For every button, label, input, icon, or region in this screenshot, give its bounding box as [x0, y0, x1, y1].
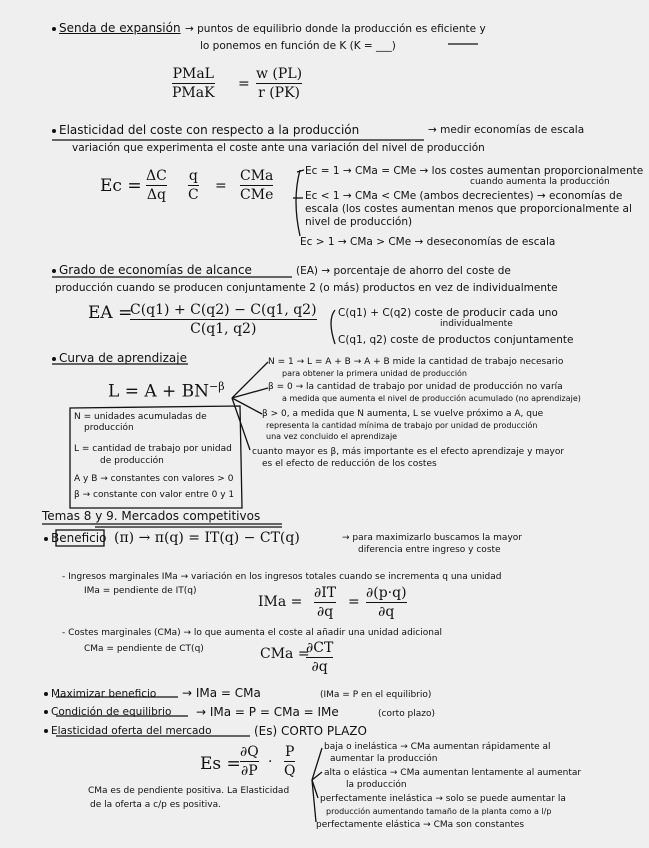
box-line-2: producción: [84, 423, 134, 433]
es-dot: ·: [268, 754, 273, 770]
es-case-4: perfectamente elástica → CMa son constantes: [316, 820, 525, 830]
aprend-case-3a: β > 0, a medida que N aumenta, L se vuelve próximo a A, que: [262, 409, 544, 419]
alcance-sub: producción cuando se producen conjuntamente 2 (o más) productos en vez de individualmente: [55, 282, 558, 294]
maximizar-label: Maximizar beneficio: [44, 688, 156, 700]
es-left-note-1: CMa es de pendiente positiva. La Elasticidad: [88, 786, 290, 796]
box-line-1: N = unidades acumuladas de: [74, 412, 207, 422]
aprend-case-4a: cuanto mayor es β, más importante es el efecto aprendizaje y mayor: [252, 447, 565, 457]
senda-text-2: lo ponemos en función de K (K = ___): [200, 40, 396, 52]
ea-label: EA =: [88, 303, 133, 323]
box-line-6: β → constante con valor entre 0 y 1: [74, 490, 235, 500]
condicion-note: (corto plazo): [378, 709, 436, 719]
ec-case-2a: Ec < 1 → CMa < CMe (ambos decrecientes) → economías de: [305, 190, 623, 202]
cma-frac: ∂CT ∂q: [306, 640, 334, 675]
es-case-2a: alta o elástica → CMa aumentan lentamente al aumentar: [324, 768, 582, 778]
ec-frac-1: ΔC Δq: [146, 168, 167, 203]
es-label: Es =: [200, 754, 241, 774]
senda-fraction-left: PMaL PMaK: [172, 66, 215, 101]
ima-frac-2: ∂(p·q) ∂q: [366, 585, 407, 620]
ima-def-1: - Ingresos marginales IMa → variación en los ingresos totales cuando se incrementa q una unidad: [62, 572, 502, 582]
ec-case-3: Ec > 1 → CMa > CMe → deseconomías de escala: [300, 236, 556, 248]
maximizar-note: (IMa = P en el equilibrio): [320, 690, 432, 700]
ec-case-1b: cuando aumenta la producción: [470, 177, 610, 187]
es-case-1b: aumentar la producción: [330, 754, 438, 764]
ea-right-2: C(q1, q2) coste de productos conjuntamente: [338, 334, 574, 346]
box-line-4: de producción: [100, 456, 164, 466]
ec-case-2b: escala (los costes aumentan menos que proporcionalmente al: [305, 203, 632, 215]
aprendizaje-title: Curva de aprendizaje: [52, 352, 187, 364]
ea-fraction: C(q1) + C(q2) − C(q1, q2) C(q1, q2): [130, 302, 317, 337]
ec-case-2c: nivel de producción): [305, 216, 413, 228]
es-case-3a: perfectamente inelástica → solo se puede aumentar la: [320, 794, 566, 804]
ea-right-1a: C(q1) + C(q2) coste de producir cada uno: [338, 307, 558, 319]
aprend-case-2b: a medida que aumenta el nivel de producción acumulado (no aprendizaje): [282, 394, 581, 403]
beneficio-note-2: diferencia entre ingreso y coste: [358, 545, 501, 555]
ec-frac-2: q C: [188, 168, 199, 203]
aprend-case-2a: β = 0 → la cantidad de trabajo por unidad de producción no varía: [268, 382, 563, 392]
es-frac-1: ∂Q ∂P: [240, 744, 259, 779]
aprend-case-1b: para obtener la primera unidad de producción: [282, 369, 468, 378]
es-case-2b: la producción: [346, 780, 407, 790]
es-left-note-2: de la oferta a c/p es positiva.: [90, 800, 221, 810]
senda-equals: =: [238, 76, 250, 92]
elasticidad-after: → medir economías de escala: [428, 124, 585, 136]
aprend-case-1a: N = 1 → L = A + B → A + B mide la cantidad de trabajo necesario: [268, 357, 564, 367]
maximizar-formula: → IMa = CMa: [182, 686, 261, 700]
beneficio-note-1: → para maximizarlo buscamos la mayor: [342, 533, 522, 543]
ec-frac-3: CMa CMe: [240, 168, 274, 203]
cma-def-2: CMa = pendiente de CT(q): [84, 644, 204, 654]
senda-title: Senda de expansión: [52, 22, 181, 34]
ima-equals: =: [348, 594, 360, 610]
aprend-case-4b: es el efecto de reducción de los costes: [262, 459, 437, 469]
ec-label: Ec =: [100, 176, 142, 196]
aprend-case-3c: una vez concluido el aprendizaje: [266, 432, 398, 441]
alcance-after: (EA) → porcentaje de ahorro del coste de: [296, 265, 511, 277]
condicion-label: Condición de equilibrio: [44, 706, 171, 718]
ima-frac-1: ∂IT ∂q: [314, 585, 337, 620]
ima-def-2: IMa = pendiente de IT(q): [84, 586, 197, 596]
condicion-formula: → IMa = P = CMa = IMe: [196, 705, 339, 719]
elasticidad-oferta-label: Elasticidad oferta del mercado: [44, 725, 212, 737]
es-frac-2: P Q: [284, 744, 296, 779]
elasticidad-oferta-formula: (Es) CORTO PLAZO: [254, 724, 367, 738]
alcance-title: Grado de economías de alcance: [52, 264, 252, 276]
ea-right-1b: individualmente: [440, 319, 513, 329]
aprendizaje-formula: $L = A + BN^{-\beta}$: [108, 380, 225, 402]
cma-def-1: - Costes marginales (CMa) → lo que aumenta el coste al añadir una unidad adicional: [62, 628, 442, 638]
ec-case-1a: Ec = 1 → CMa = CMe → los costes aumentan proporcionalmente: [305, 165, 644, 177]
beneficio-formula: (π) → π(q) = IT(q) − CT(q): [114, 530, 300, 546]
ima-label: IMa =: [258, 594, 303, 610]
beneficio-label: Beneficio: [44, 532, 106, 544]
elasticidad-sub: variación que experimenta el coste ante una variación del nivel de producción: [72, 142, 485, 154]
senda-text-1: → puntos de equilibrio donde la producción es eficiente y: [185, 23, 486, 35]
aprend-case-3b: representa la cantidad mínima de trabajo por unidad de producción: [266, 421, 538, 430]
es-case-3b: producción aumentando tamaño de la planta como a l/p: [326, 807, 552, 816]
temas-heading: Temas 8 y 9. Mercados competitivos: [42, 509, 261, 523]
ec-equals: =: [215, 178, 227, 194]
cma-label: CMa =: [260, 646, 310, 662]
box-line-3: L = cantidad de trabajo por unidad: [74, 444, 232, 454]
box-line-5: A y B → constantes con valores > 0: [74, 474, 234, 484]
elasticidad-title: Elasticidad del coste con respecto a la producción: [52, 124, 359, 136]
senda-fraction-right: w (PL) r (PK): [256, 66, 303, 101]
es-case-1a: baja o inelástica → CMa aumentan rápidamente al: [324, 742, 551, 752]
